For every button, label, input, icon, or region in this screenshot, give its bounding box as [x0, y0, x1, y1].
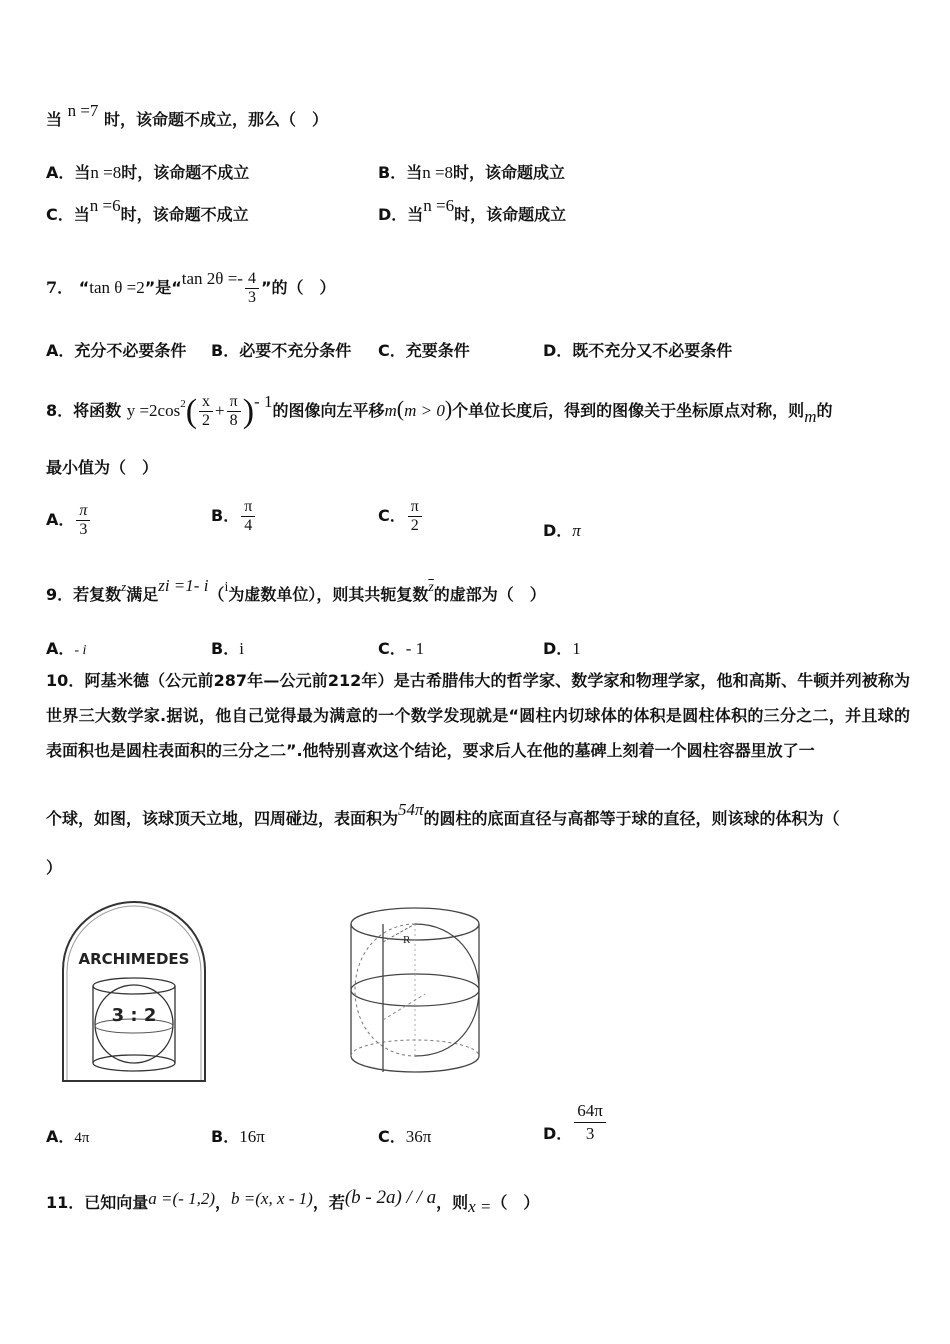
option-math: n =8: [90, 163, 122, 182]
q8-fraction-2: [227, 393, 241, 430]
option-fraction: [408, 498, 422, 535]
q8-option-c[interactable]: [378, 498, 424, 535]
q8-option-d[interactable]: [543, 518, 581, 541]
sphere-right-arc: [415, 924, 479, 1056]
inner-dashed-line: [383, 994, 425, 1020]
q8-stem-line2: 最小值为（ ）: [46, 458, 159, 477]
q9-option-c[interactable]: [378, 636, 424, 659]
q8-minus-one: - 1: [254, 392, 273, 411]
q11-vector-b: b =(x, x - 1): [231, 1189, 313, 1208]
fraction-denominator: 8: [229, 412, 238, 429]
q8-var-m: m: [384, 401, 397, 420]
q9-option-d[interactable]: [543, 636, 581, 659]
tombstone-title: ARCHIMEDES: [78, 950, 190, 968]
q9-stem: [46, 576, 546, 612]
q8-var-m-2: m: [804, 407, 817, 426]
q8-condition: m > 0: [404, 401, 445, 420]
option-label: C．: [378, 1127, 406, 1146]
fraction-numerator: π: [227, 393, 241, 412]
fraction-denominator: 3: [585, 1124, 595, 1143]
option-label: A．: [46, 510, 75, 529]
option-label: B．: [211, 1127, 240, 1146]
option-label: D．: [543, 521, 573, 540]
q9-var-i: i: [224, 580, 229, 595]
q11-stem: [46, 1186, 539, 1220]
option-label: A．: [46, 639, 75, 658]
sphere-equator-back: [351, 974, 479, 990]
option-math: π: [572, 521, 581, 540]
quote-mid: ”是“: [144, 278, 182, 297]
q10-option-a[interactable]: [46, 1124, 89, 1147]
q11-stem-pre: 11．已知向量: [46, 1193, 149, 1212]
option-label: A．当: [46, 163, 91, 182]
option-label: B．: [211, 506, 240, 525]
option-label: D．当: [378, 205, 424, 224]
fraction-numerator: π: [241, 498, 255, 517]
q11-var-x: x =: [468, 1197, 492, 1216]
q9-option-b[interactable]: [211, 636, 244, 659]
q6-stem-math: n =7: [67, 101, 99, 120]
fraction-numerator: 64π: [574, 1100, 606, 1123]
q7-fraction: [245, 270, 259, 307]
option-label: A．: [46, 1127, 75, 1146]
q10-option-d[interactable]: [543, 1100, 608, 1145]
option-math: 1: [572, 639, 581, 658]
q8-stem-pre: 8．将函数: [46, 401, 122, 420]
tomb-cylinder-top: [93, 978, 175, 994]
option-fraction: [574, 1100, 606, 1145]
q7-math-1: tan θ =2: [89, 278, 145, 297]
fraction-denominator: 3: [79, 521, 88, 538]
q9-text-4: 的虚部为（ ）: [433, 585, 546, 604]
option-text: 时，该命题不成立: [121, 163, 250, 182]
option-text: 时，该命题成立: [453, 163, 566, 182]
cylinder-sphere-figure: [345, 902, 485, 1078]
question-number: 7．: [46, 278, 74, 297]
option-label: D．: [543, 1124, 573, 1143]
option-label: C．当: [46, 205, 90, 224]
q8-text-1: 的图像向左平移: [272, 401, 385, 420]
q9-text-1: 满足: [126, 585, 159, 604]
paren-left: (: [185, 393, 198, 430]
q8-exponent: 2: [180, 398, 186, 410]
q7-option-a[interactable]: A．充分不必要条件: [46, 341, 187, 360]
paren-right: ): [242, 393, 255, 430]
q6-option-c[interactable]: [46, 196, 249, 225]
q6-option-b[interactable]: [378, 160, 565, 183]
fraction-denominator: 2: [202, 412, 211, 429]
q8-fraction-1: [199, 393, 213, 430]
option-label: C．: [378, 639, 406, 658]
q10-stem-line4: [46, 800, 840, 834]
option-label: D．: [543, 639, 573, 658]
tombstone-ratio: 3 : 2: [111, 1005, 157, 1026]
q6-stem-post: 时，该命题不成立，那么（ ）: [104, 110, 329, 129]
quote-open: “: [78, 278, 90, 297]
sphere-equator-front: [351, 990, 479, 1006]
q10-text-post: 的圆柱的底面直径与高都等于球的直径，则该球的体积为（: [423, 809, 840, 828]
q7-option-c[interactable]: C．充要条件: [378, 341, 470, 360]
paren-left: (: [396, 396, 405, 421]
option-math: n =6: [89, 196, 121, 215]
q10-paragraph: 10．阿基米德（公元前287年—公元前212年）是古希腊伟大的哲学家、数学家和物理学家，他和高斯、牛顿并列被称为世界三大数学家.据说，他自己觉得最为满意的一个数学发现就是“圆柱内切球体的体积是圆柱体积的三分之二，并且球的表面积也是圆柱表面积的三分之二”.他特别喜欢这个结论，要求后人在他的墓碑上刻着一个圆柱容器里放了一: [46, 671, 910, 760]
fraction-numerator: π: [76, 502, 90, 521]
option-label: B．当: [378, 163, 423, 182]
q10-stem-line5: ）: [46, 858, 63, 877]
q8-stem: [46, 378, 832, 441]
q9-var-zbar: $\overline{z}$: [428, 580, 434, 595]
option-label: C．: [378, 506, 406, 525]
option-math: n =6: [423, 196, 455, 215]
q9-text-3: 为虚数单位），则其共轭复数: [228, 585, 429, 604]
fraction-denominator: 4: [244, 517, 253, 534]
q11-comma: ，: [215, 1193, 232, 1212]
option-math: 36π: [405, 1127, 432, 1146]
q10-option-c[interactable]: [378, 1124, 431, 1147]
q6-option-d[interactable]: [378, 196, 567, 225]
radius-label: R: [403, 934, 411, 946]
q7-option-d[interactable]: D．既不充分又不必要条件: [543, 341, 733, 360]
option-math: 16π: [239, 1127, 265, 1146]
q11-answer-blank: （ ）: [491, 1193, 540, 1212]
q11-vector-a: a =(- 1,2): [148, 1189, 215, 1208]
q11-text-2: ，则: [436, 1193, 469, 1212]
tombstone-outline: [63, 902, 205, 1081]
option-text: 时，该命题不成立: [120, 205, 249, 224]
q8-text-2: 个单位长度后，得到的图像关于坐标原点对称，则: [452, 401, 805, 420]
option-fraction: [76, 502, 90, 539]
q7-stem-end: ”的（ ）: [260, 278, 336, 297]
q6-stem: [46, 101, 329, 130]
fraction-denominator: 2: [410, 517, 419, 534]
option-math: - i: [74, 643, 87, 658]
paren-right: ): [444, 396, 453, 421]
q7-option-b[interactable]: B．必要不充分条件: [211, 341, 352, 360]
option-math: 4π: [74, 1130, 90, 1146]
cylinder-bottom-front: [351, 1056, 479, 1072]
option-math: - 1: [405, 639, 425, 658]
q8-option-b[interactable]: [211, 498, 257, 535]
q10-text-pre: 个球，如图，该球顶天立地，四周碰边，表面积为: [46, 809, 399, 828]
q11-text-1: ，若: [312, 1193, 345, 1212]
fraction-denominator: 3: [247, 289, 256, 306]
option-fraction: [241, 498, 255, 535]
q6-option-a[interactable]: [46, 160, 249, 183]
q9-var-z: z: [121, 579, 127, 594]
q8-text-3: 的: [816, 401, 833, 420]
option-math: n =8: [422, 163, 454, 182]
q7-stem: [46, 268, 335, 308]
q9-stem-pre: 9．若复数: [46, 585, 122, 604]
q6-stem-pre: 当: [46, 110, 63, 129]
q7-math-2: tan 2θ =-: [181, 269, 243, 288]
q8-func: y =2cos: [126, 401, 181, 420]
option-label: B．: [211, 639, 240, 658]
q9-option-a[interactable]: [46, 636, 86, 659]
option-math: i: [239, 639, 244, 658]
q9-equation: zi =1- i: [158, 576, 209, 595]
q11-condition: (b - 2a) / / a: [344, 1187, 437, 1208]
fraction-numerator: x: [199, 393, 213, 412]
fraction-numerator: 4: [245, 270, 259, 289]
q10-option-b[interactable]: [211, 1124, 265, 1147]
plus-sign: +: [215, 401, 225, 420]
q9-text-2: （: [208, 585, 225, 604]
archimedes-tombstone-figure: [60, 898, 208, 1084]
fraction-numerator: π: [408, 498, 422, 517]
q10-area-math: 54π: [398, 800, 424, 819]
q8-option-a[interactable]: [46, 502, 92, 539]
option-text: 时，该命题成立: [454, 205, 567, 224]
cylinder-bottom-back: [351, 1040, 479, 1056]
